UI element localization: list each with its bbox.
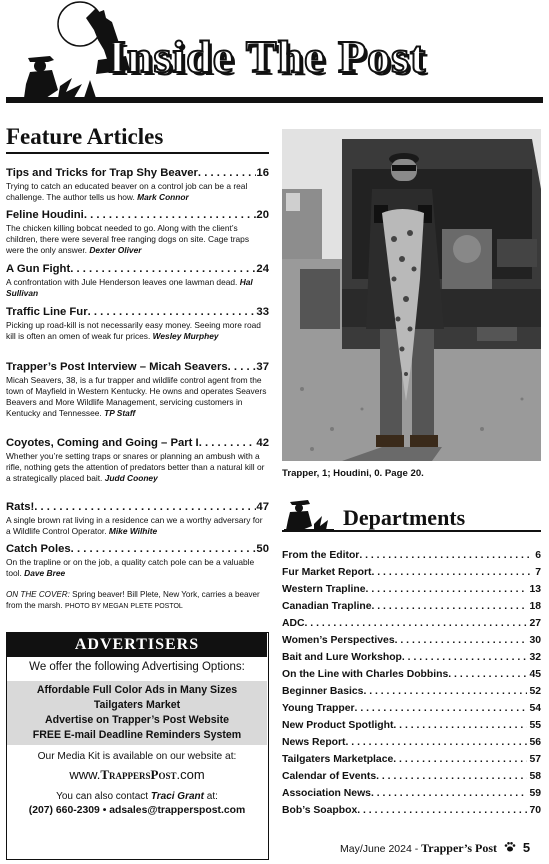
department-title[interactable]: Canadian Trapline: [282, 601, 372, 612]
department-page: 6: [535, 550, 541, 561]
trapper-campfire-icon: [24, 56, 96, 98]
article-page: 37: [256, 361, 269, 373]
trapper-campfire-icon: [284, 496, 334, 532]
department-page: 13: [529, 584, 541, 595]
dot-leader: [402, 651, 528, 664]
dot-leader: [372, 600, 528, 613]
article-description: Picking up road-kill is not necessarily easy money. Seeing more road kill is often an omen of weak fur prices. Wesley Murphey: [6, 320, 261, 341]
article-description: A confrontation with Jule Henderson leaves one lawman dead. Hal Sullivan: [6, 277, 253, 298]
article-description: A single brown rat living in a residence can we a worthy adversary for a Wildlife Control Operator. Mike Wilhite: [6, 515, 263, 536]
department-item[interactable]: [282, 770, 541, 783]
article-title[interactable]: Traffic Line Fur: [6, 306, 88, 318]
department-title[interactable]: Fur Market Report: [282, 567, 372, 578]
article-title[interactable]: Coyotes, Coming and Going – Part I: [6, 437, 199, 449]
dot-leader: [372, 566, 534, 579]
article-item[interactable]: [6, 209, 269, 256]
article-title[interactable]: Tips and Tricks for Trap Shy Beaver: [6, 167, 198, 179]
cover-note-label: ON THE COVER:: [6, 590, 70, 599]
magazine-name: Trapper’s Post: [421, 841, 498, 855]
department-page: 30: [529, 635, 541, 646]
article-title[interactable]: Catch Poles: [6, 543, 71, 555]
advertisers-heading: ADVERTISERS: [7, 633, 267, 657]
dot-leader: [357, 804, 527, 817]
departments-heading: Departments: [343, 505, 466, 530]
department-page: 45: [529, 669, 541, 680]
department-page: 18: [529, 601, 541, 612]
dot-leader: [376, 770, 527, 783]
departments-rule: [282, 530, 541, 532]
article-description: Micah Seavers, 38, is a fur trapper and wildlife control agent from the town of Mayfield in Western Kentucky. He owns and operates Seavers Beavers and More Wildlife Management, servicing customers in Kentucky and Tennessee. TP Staff: [6, 375, 267, 418]
department-page: 55: [529, 720, 541, 731]
department-title[interactable]: Bob’s Soapbox: [282, 805, 358, 816]
article-byline: Dexter Oliver: [89, 245, 142, 255]
article-title[interactable]: Rats!: [6, 501, 35, 513]
article-item[interactable]: [6, 306, 269, 342]
department-title[interactable]: Association News: [282, 788, 371, 799]
department-title[interactable]: Tailgaters Marketplace: [282, 754, 394, 765]
dot-leader: [395, 634, 528, 647]
features-rule: [6, 152, 269, 154]
department-page: 57: [529, 754, 541, 765]
article-item[interactable]: [6, 501, 269, 537]
article-title[interactable]: A Gun Fight: [6, 263, 71, 275]
dot-leader: [393, 753, 527, 766]
cover-note-text: Spring beaver! Bill Plete, New York, carries a beaver from the marsh.: [6, 590, 260, 610]
dot-leader: [393, 719, 527, 732]
dot-leader: [366, 583, 528, 596]
advertising-option: Tailgaters Market: [93, 699, 181, 711]
advertising-option: Advertise on Trapper’s Post Website: [44, 714, 230, 726]
article-description: The chicken killing bobcat needed to go. Along with the client’s children, there were several free ranging dogs on site. Cage traps were the only answer. Dexter Oliver: [6, 223, 250, 255]
advertising-options: [7, 681, 267, 745]
department-item[interactable]: [282, 804, 541, 817]
masthead-title: Inside The Post: [108, 31, 427, 82]
dot-leader: [198, 167, 257, 180]
department-item[interactable]: [282, 634, 541, 647]
dot-leader: [448, 668, 527, 681]
article-page: 24: [256, 263, 269, 275]
article-description: On the trapline or on the job, a quality catch pole can be a valuable tool. Dave Bree: [6, 557, 255, 578]
department-title[interactable]: Western Trapline: [282, 584, 366, 595]
department-item[interactable]: [282, 736, 541, 749]
department-title[interactable]: Beginner Basics: [282, 686, 364, 697]
article-byline: Mark Connor: [137, 192, 189, 202]
masthead-rule: [6, 98, 543, 103]
department-item[interactable]: [282, 685, 541, 698]
department-item[interactable]: [282, 549, 541, 562]
article-item[interactable]: [6, 437, 269, 484]
department-page: 27: [529, 618, 541, 629]
department-item[interactable]: [282, 617, 541, 630]
website-link[interactable]: www.TrappersPost.com: [69, 767, 205, 782]
department-title[interactable]: News Report: [282, 737, 346, 748]
dot-leader: [305, 617, 528, 630]
article-byline: Mike Wilhite: [108, 526, 158, 536]
department-item[interactable]: [282, 566, 541, 579]
dot-leader: [228, 361, 257, 374]
photo-illustration: [282, 129, 541, 461]
photo-credit: PHOTO BY MEGAN PLETE POSTOL: [64, 603, 183, 610]
issue-date: May/June 2024: [340, 843, 412, 855]
department-title[interactable]: Bait and Lure Workshop: [282, 652, 402, 663]
department-page: 7: [535, 567, 541, 578]
department-title[interactable]: ADC: [282, 618, 305, 629]
department-title[interactable]: New Product Spotlight: [282, 720, 394, 731]
department-page: 32: [529, 652, 541, 663]
advertising-option: Affordable Full Color Ads in Many Sizes: [36, 684, 238, 696]
article-byline: TP Staff: [104, 408, 136, 418]
article-page: 16: [256, 167, 269, 179]
department-item[interactable]: [282, 668, 541, 681]
dot-leader: [88, 306, 257, 319]
article-page: 20: [256, 209, 269, 221]
dot-leader: [70, 263, 256, 276]
department-title[interactable]: On the Line with Charles Dobbins: [282, 669, 449, 680]
article-byline: Judd Cooney: [104, 473, 158, 483]
trapper-bobcat-photo: [282, 129, 541, 461]
article-title[interactable]: Trapper’s Post Interview – Micah Seavers: [6, 361, 228, 373]
article-byline: Hal Sullivan: [6, 277, 253, 298]
article-item[interactable]: [6, 361, 269, 419]
features-heading: Feature Articles: [6, 124, 164, 149]
dot-leader: [199, 437, 257, 450]
paw-print-icon: [504, 841, 516, 853]
dot-leader: [84, 209, 257, 222]
department-item[interactable]: [282, 719, 541, 732]
department-item[interactable]: [282, 702, 541, 715]
advertisers-box: [6, 632, 269, 860]
department-page: 52: [529, 686, 541, 697]
media-kit-note: Our Media Kit is available on our website at:: [37, 751, 237, 762]
department-title[interactable]: Calendar of Events: [282, 771, 377, 782]
department-item[interactable]: [282, 600, 541, 613]
article-page: 33: [256, 306, 269, 318]
department-page: 58: [529, 771, 541, 782]
photo-caption: Trapper, 1; Houdini, 0. Page 20.: [282, 468, 424, 479]
dot-leader: [346, 736, 528, 749]
advertisers-intro: We offer the following Advertising Options:: [29, 661, 245, 673]
dot-leader: [359, 549, 533, 562]
article-item[interactable]: [6, 543, 269, 579]
department-title[interactable]: From the Editor: [282, 550, 360, 561]
department-item[interactable]: [282, 651, 541, 664]
article-byline: Dave Bree: [24, 568, 66, 578]
article-page: 50: [256, 543, 269, 555]
article-byline: Wesley Murphey: [152, 331, 219, 341]
dot-leader: [355, 702, 528, 715]
department-title[interactable]: Women’s Perspectives: [282, 635, 395, 646]
department-page: 56: [529, 737, 541, 748]
dot-leader: [34, 501, 256, 514]
dot-leader: [71, 543, 257, 556]
advertising-option: FREE E-mail Deadline Reminders System: [32, 729, 242, 741]
page-number: 5: [522, 840, 531, 855]
cover-note: [6, 589, 269, 612]
department-page: 70: [529, 805, 541, 816]
contact-line: You can also contact Traci Grant at:: [56, 791, 218, 802]
department-title[interactable]: Young Trapper: [282, 703, 355, 714]
department-page: 59: [529, 788, 541, 799]
article-title[interactable]: Feline Houdini: [6, 209, 84, 221]
article-item[interactable]: [6, 167, 269, 203]
contact-name: Traci Grant: [150, 791, 204, 802]
article-page: 42: [256, 437, 269, 449]
article-description: Trying to catch an educated beaver on a control job can be a real challenge. The author tells us how. Mark Connor: [6, 181, 248, 202]
department-page: 54: [529, 703, 541, 714]
dot-leader: [371, 787, 528, 800]
department-item[interactable]: [282, 787, 541, 800]
page-footer: May/June 2024 - Trapper’s Post 5: [340, 840, 531, 855]
department-item[interactable]: [282, 753, 541, 766]
contact-details[interactable]: (207) 660-2309 • adsales@trapperspost.com: [28, 805, 246, 816]
article-page: 47: [256, 501, 269, 513]
article-description: Whether you’re setting traps or snares or planning an ambush with a rifle, nothing gets the attention of predators better than a natural kill or a strategically placed bait. Judd Cooney: [6, 451, 265, 483]
dot-leader: [363, 685, 527, 698]
department-item[interactable]: [282, 583, 541, 596]
article-item[interactable]: [6, 263, 269, 299]
